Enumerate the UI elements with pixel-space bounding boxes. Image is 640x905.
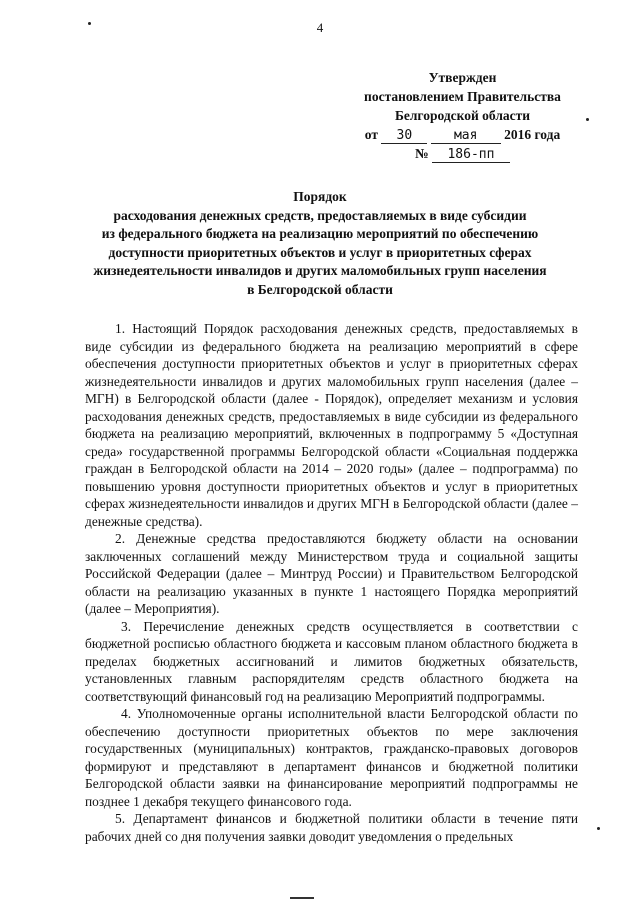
paragraph-2: 2. Денежные средства предоставляются бюджету области на основании заключенных соглашений между Министерством труда и социальной защиты Российской Федерации (далее – Минтруд России) и Правительством Белгородской области на реализацию указанных в пункте 1 настоящего Порядка мероприятий (далее – Мероприятия). <box>85 531 578 616</box>
approval-line-approved: Утвержден <box>428 70 497 85</box>
approval-from-word: от <box>364 127 378 142</box>
paragraph-3: 3. Перечисление денежных средств осуществляется в соответствии с бюджетной росписью областного бюджета и кассовым планом областного бюджета в пределах бюджетных ассигнований и лимитов бюджетных обязательств, установленных главным распорядителям средств областного бюджета на соответствующий финансовый год на реализацию Мероприятий подпрограммы. <box>85 618 578 704</box>
approval-date-line <box>340 125 585 144</box>
scan-speck <box>88 22 91 25</box>
page-number: 4 <box>316 20 324 35</box>
approval-number: 186-пп <box>432 147 510 163</box>
approval-line-resolution: постановлением Правительства <box>364 89 561 104</box>
document-body <box>85 320 578 845</box>
approval-number-line <box>340 144 585 163</box>
approval-month: мая <box>431 128 501 144</box>
paragraph-1: 1. Настоящий Порядок расходования денежных средств, предоставляемых в виде субсидии из федерального бюджета на реализацию мероприятий в сфере обеспечения доступности приоритетных объектов и услуг в приоритетных сферах жизнедеятельности инвалидов и других маломобильных групп населения (далее – МГН) в Белгородской области (далее - Порядок), определяет механизм и условия расходования денежных средств, предоставляемых в виде субсидии из федерального бюджета на реализацию мероприятий, включенных в подпрограмму 5 «Доступная среда» государственной программы Белгородской области «Социальная поддержка граждан в Белгородской области на 2014 – 2020 годы» (далее – подпрограмма) по повышению уровня доступности приоритетных объектов и услуг в приоритетных сферах жизнедеятельности инвалидов и других МГН в Белгородской области (далее – денежные средства). <box>85 321 578 529</box>
title-line-1: расходования денежных средств, предоставляемых в виде субсидии <box>113 207 527 223</box>
paragraph-4: 4. Уполномоченные органы исполнительной власти Белгородской области по обеспечению доступности приоритетных объектов по мере заключения государственных (муниципальных) контрактов, гражданско-правовых договоров формируют и представляют в департамент финансов и бюджетной политики Белгородской области заявки на финансирование мероприятий подпрограммы не позднее 1 декабря текущего финансового года. <box>85 706 578 809</box>
approval-number-sign: № <box>415 146 429 161</box>
scan-speck <box>586 118 589 121</box>
approval-line-region: Белгородской области <box>394 108 531 123</box>
title-heading: Порядок <box>293 189 347 204</box>
title-line-4: жизнедеятельности инвалидов и других маломобильных групп населения <box>93 263 547 278</box>
approval-stamp <box>340 68 585 163</box>
title-line-5: в Белгородской области <box>247 281 393 297</box>
footer-mark <box>290 897 314 899</box>
title-line-2: из федерального бюджета на реализацию мероприятий по обеспечению <box>101 226 539 241</box>
approval-year: 2016 года <box>504 127 561 142</box>
document-title <box>60 188 580 299</box>
paragraph-5: 5. Департамент финансов и бюджетной политики области в течение пяти рабочих дней со дня получения заявки доводит уведомления о предельных <box>85 811 578 844</box>
title-line-3: доступности приоритетных объектов и услуг в приоритетных сферах <box>108 244 532 260</box>
approval-day: 30 <box>381 128 427 144</box>
scan-speck <box>597 827 600 830</box>
